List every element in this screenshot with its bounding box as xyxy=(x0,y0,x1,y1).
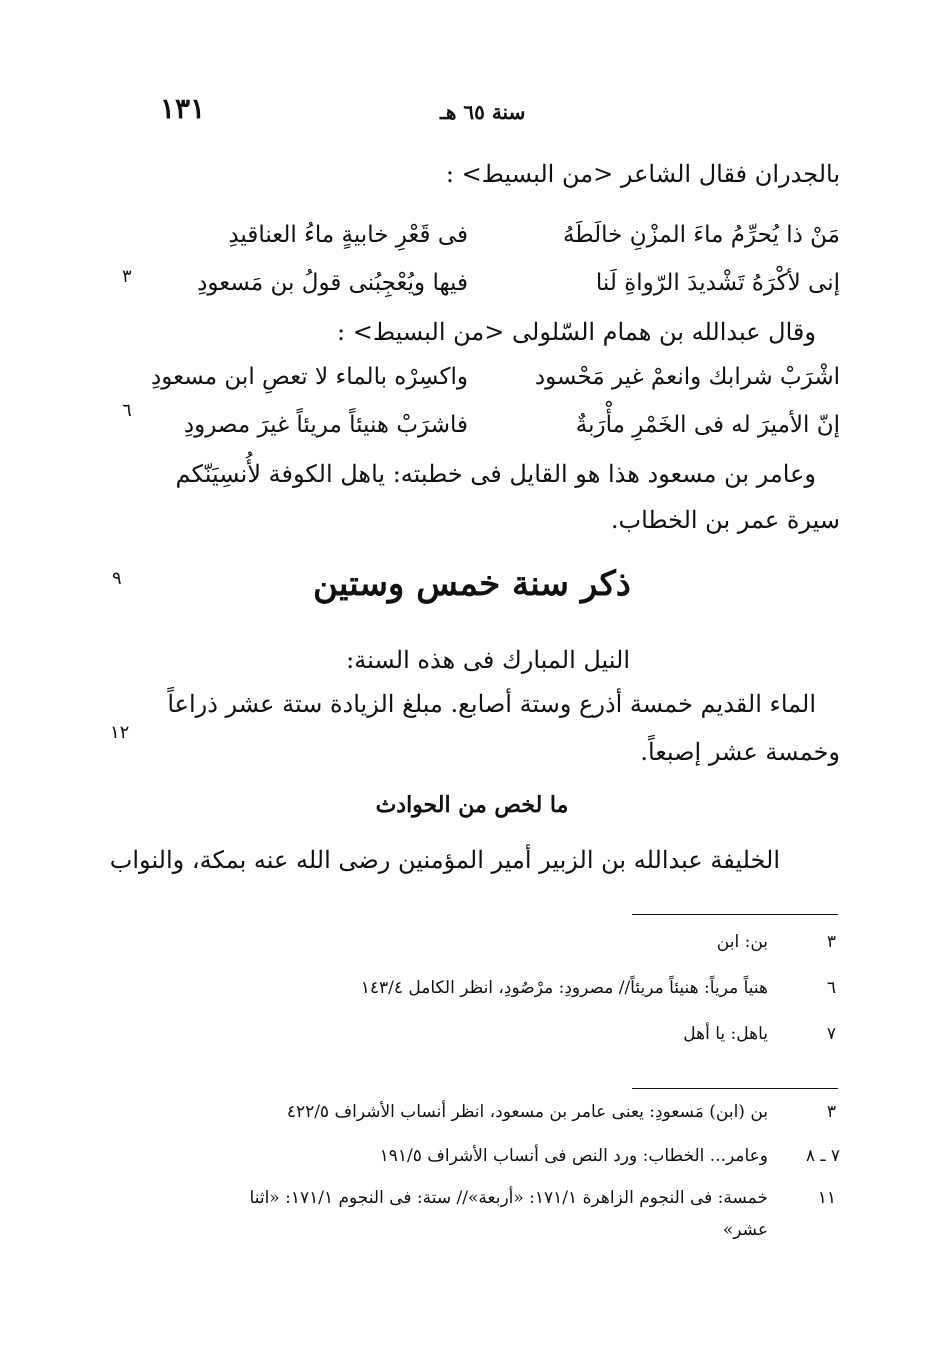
footnote-text: خمسة: فى النجوم الزاهرة ١٧١/١: «أربعة»// ستة: فى النجوم ١٧١/١: «اثنا xyxy=(249,1188,768,1208)
verse-3-hemistich-1: اشْرَبْ شرابك وانعمْ غير مَحْسود xyxy=(534,364,840,390)
footnote-number: ١١ xyxy=(817,1188,836,1208)
verse-3-hemistich-2: واكسِرْه بالماء لا تعصِ ابن مسعودِ xyxy=(151,364,468,390)
footnote-text: بن (ابن) مَسعودِ: يعنى عامر بن مسعود، انظر أنساب الأشراف ٤٢٢/٥ xyxy=(286,1102,768,1122)
footnote-number: ٧ xyxy=(826,1024,836,1044)
footnote-rule xyxy=(632,914,838,915)
margin-line-number: ٦ xyxy=(122,400,132,421)
intro-line: بالجدران فقال الشاعر <من البسيط> : xyxy=(445,160,840,188)
footnote-number: ٣ xyxy=(826,932,836,952)
verse-4-hemistich-2: فاشرَبْ هنيئاً مريئاً غيرَ مصرودِ xyxy=(183,412,468,438)
paragraph-line: سيرة عمر بن الخطاب. xyxy=(610,506,840,534)
margin-line-number: ٩ xyxy=(112,568,122,589)
footnote-number: ٧ ـ ٨ xyxy=(805,1146,840,1166)
margin-line-number: ٣ xyxy=(122,266,132,287)
water-line: الماء القديم خمسة أذرع وستة أصابع. مبلغ الزيادة ستة عشر ذراعاً xyxy=(167,690,816,718)
water-line: وخمسة عشر إصبعاً. xyxy=(640,738,840,766)
running-title: سنة ٦٥ هـ xyxy=(440,100,526,124)
events-heading: ما لخص من الحوادث xyxy=(375,792,569,818)
footnote-number: ٣ xyxy=(826,1102,836,1122)
footnote-text: بن: ابن xyxy=(716,932,768,952)
verse-1-hemistich-2: فى قَعْرِ خابيةٍ ماءُ العناقيدِ xyxy=(228,222,468,248)
paragraph-line: الخليفة عبدالله بن الزبير أمير المؤمنين رضى الله عنه بمكة، والنواب xyxy=(109,846,780,874)
verse-2-hemistich-1: إنى لأكْرَهُ تَشْديدَ الرّواةِ لَنا xyxy=(595,270,840,296)
margin-line-number: ١٢ xyxy=(110,722,130,743)
footnote-text: هنياً مرياً: هنيئاً مريئاً// مصرودِ: مرْصُودِ، انظر الكامل ١٤٣/٤ xyxy=(360,978,768,998)
footnote-rule xyxy=(632,1088,838,1089)
footnote-text: ياهل: يا أهل xyxy=(683,1024,768,1044)
footnote-text-continuation: عشر» xyxy=(722,1220,768,1240)
verse-1-hemistich-1: مَنْ ذا يُحرِّمُ ماءَ المزْنِ خالَطَهُ xyxy=(562,222,840,248)
footnote-text: وعامر... الخطاب: ورد النص فى أنساب الأشراف ١٩١/٥ xyxy=(379,1146,768,1166)
page-number: ١٣١ xyxy=(160,92,206,125)
paragraph-line: وعامر بن مسعود هذا هو القايل فى خطبته: ياهل الكوفة لأُنسِيَنّكم xyxy=(175,460,816,488)
footnote-number: ٦ xyxy=(826,978,836,998)
section-heading: ذكر سنة خمس وستين xyxy=(313,564,631,604)
intro-line-2: وقال عبدالله بن همام السّلولى <من البسيط> : xyxy=(337,318,816,346)
verse-2-hemistich-2: فيها ويُعْجِبُنى قولُ بن مَسعودِ xyxy=(197,270,468,296)
verse-4-hemistich-1: إنّ الأميرَ له فى الخَمْرِ مأْرَبةٌ xyxy=(575,412,840,438)
nile-line: النيل المبارك فى هذه السنة: xyxy=(346,646,630,674)
